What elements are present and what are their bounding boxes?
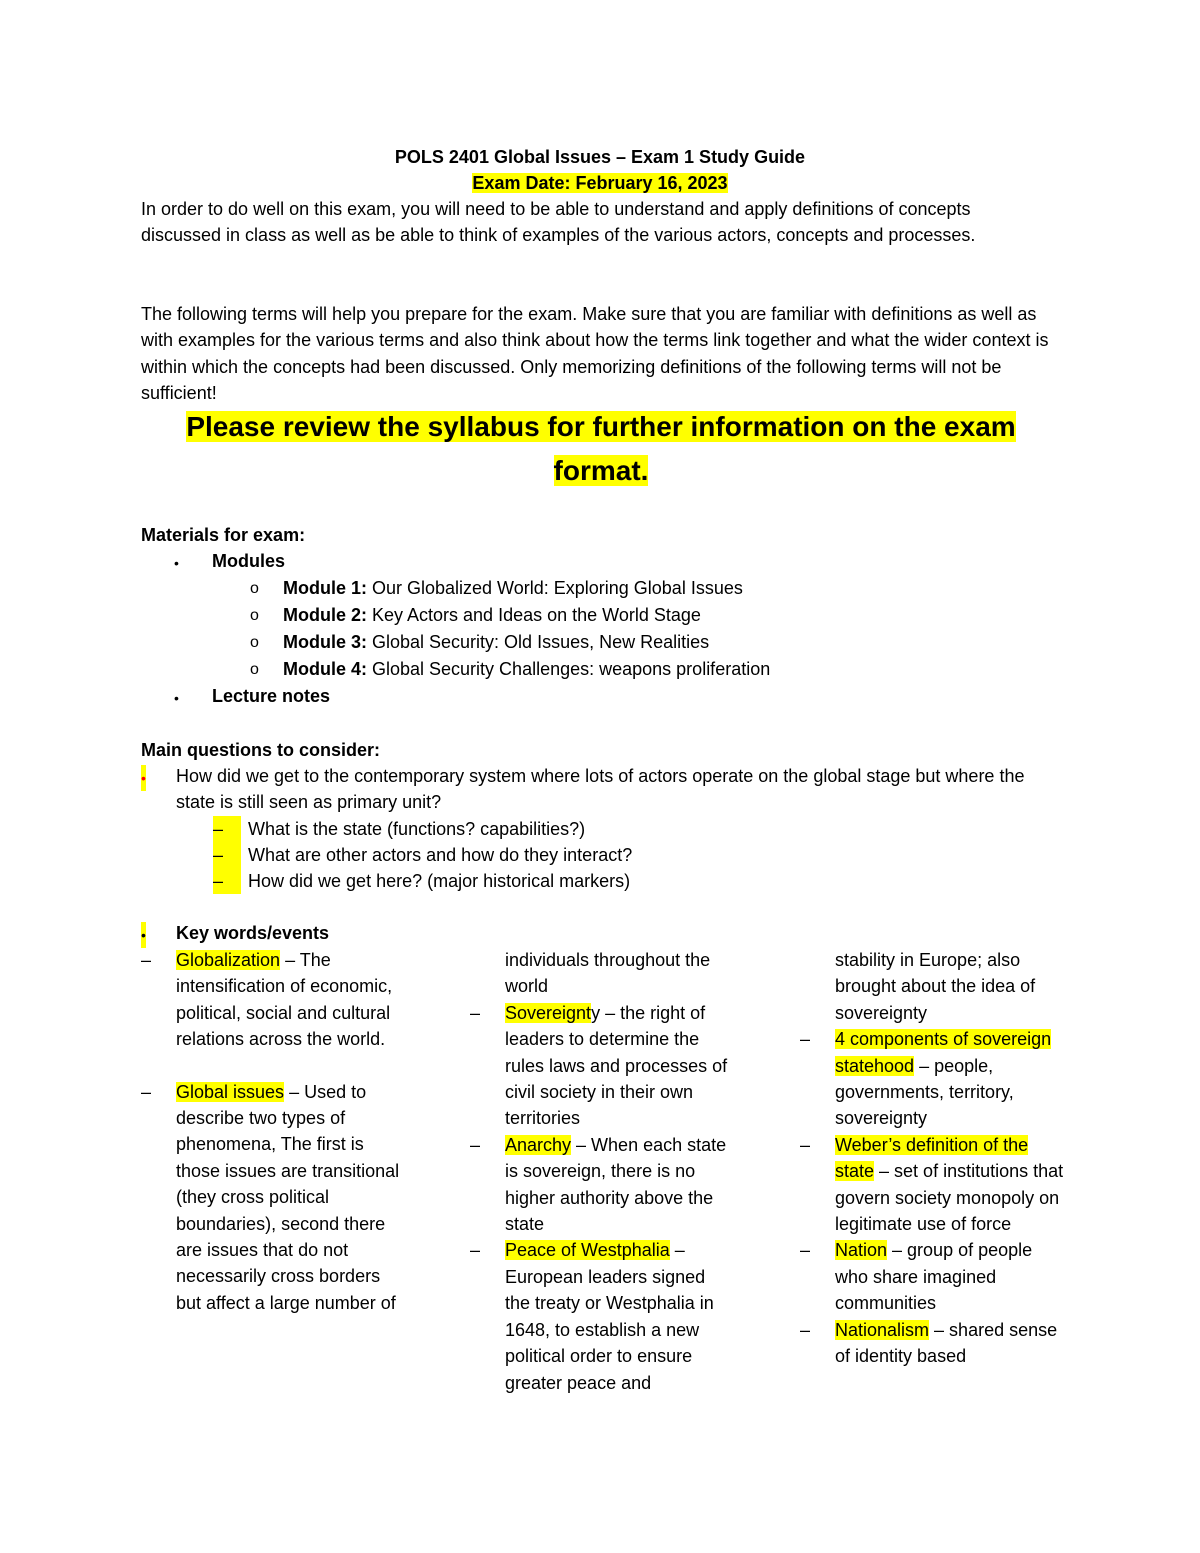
term-entry xyxy=(470,1237,735,1395)
term-name: Global issues xyxy=(176,1081,285,1102)
circle-bullet-icon: o xyxy=(250,580,259,597)
module-label: Module 1: xyxy=(283,578,367,598)
review-notice-text: Please review the syllabus for further information on the exam format. xyxy=(186,411,1016,486)
term-definition: – group of people who share imagined communities xyxy=(835,1240,1033,1314)
dash-icon: – xyxy=(213,868,241,894)
dash-icon: – xyxy=(800,1029,811,1050)
term-name: Globalization xyxy=(176,950,281,970)
module-item xyxy=(283,575,743,601)
key-words-label: Key words/events xyxy=(176,923,330,943)
dash-icon: – xyxy=(800,1319,811,1340)
module-item xyxy=(283,602,701,628)
document-title: POLS 2401 Global Issues – Exam 1 Study Guide xyxy=(394,147,806,167)
term-definition: – set of institutions that govern society monopoly on legitimate use of force xyxy=(835,1161,1064,1235)
dash-icon: – xyxy=(470,1240,481,1261)
term-entry xyxy=(800,1132,1065,1238)
term-definition: – When each state is sovereign, there is no higher authority above the state xyxy=(505,1134,727,1235)
dash-icon: – xyxy=(213,842,241,868)
circle-bullet-icon: o xyxy=(250,634,259,651)
module-item xyxy=(283,629,709,655)
module-text: Our Globalized World: Exploring Global Issues xyxy=(367,578,743,598)
intro-paragraph-1: In order to do well on this exam, you will need to be able to understand and apply definitions of concepts discussed in class as well as be able to think of examples of the various actors, concepts and processes. xyxy=(141,199,976,246)
main-questions-heading: Main questions to consider: xyxy=(141,740,381,760)
exam-date xyxy=(0,170,1200,196)
term-name: Anarchy xyxy=(505,1134,572,1155)
term-name: Weber’s definition of the state xyxy=(835,1134,1029,1182)
lecture-notes-label: Lecture notes xyxy=(212,686,331,706)
materials-heading: Materials for exam: xyxy=(141,525,306,545)
term-name: Peace of Westphalia xyxy=(505,1240,670,1261)
dash-icon: – xyxy=(470,1002,481,1023)
circle-bullet-icon: o xyxy=(250,607,259,624)
dash-icon: – xyxy=(141,950,152,970)
terms-column-2 xyxy=(470,947,735,1396)
term-definition: – people, governments, territory, sovereignty xyxy=(835,1055,1014,1129)
main-question: How did we get to the contemporary system where lots of actors operate on the global stage but where the state is still seen as primary unit? xyxy=(176,766,1025,813)
module-text: Key Actors and Ideas on the World Stage xyxy=(367,605,701,625)
terms-column-1 xyxy=(141,947,409,1316)
term-continuation: stability in Europe; also brought about the idea of sovereignty xyxy=(835,950,1036,1023)
modules-label: Modules xyxy=(212,551,286,571)
module-label: Module 2: xyxy=(283,605,367,625)
term-name-tail: y xyxy=(591,1002,601,1023)
module-label: Module 4: xyxy=(283,659,367,679)
term-name: 4 components of sovereign statehood xyxy=(835,1029,1052,1076)
term-entry xyxy=(800,1237,1065,1316)
term-entry xyxy=(470,1132,735,1238)
dash-icon: – xyxy=(470,1134,481,1155)
term-definition: – Used to describe two types of phenomena, The first is those issues are transitional (they cross political boundaries), second there are issues that do not necessarily cross borders but affect a large number of xyxy=(176,1081,400,1313)
term-definition: – the right of leaders to determine the rules laws and processes of civil society in their own territories xyxy=(505,1002,728,1129)
circle-bullet-icon: o xyxy=(250,661,259,678)
module-label: Module 3: xyxy=(283,632,367,652)
term-entry xyxy=(800,1317,1065,1370)
red-bullet-icon: • xyxy=(141,765,146,791)
term-name: Nationalism xyxy=(835,1319,930,1340)
bullet-icon: • xyxy=(174,690,179,706)
terms-column-3 xyxy=(800,947,1065,1370)
exam-date-text: Exam Date: February 16, 2023 xyxy=(472,173,728,193)
term-definition: – shared sense of identity based xyxy=(835,1319,1058,1367)
bullet-icon: • xyxy=(141,922,146,948)
dash-icon: – xyxy=(800,1134,811,1155)
term-entry xyxy=(470,1000,735,1132)
dash-icon: – xyxy=(141,1081,152,1102)
term-definition: – The intensification of economic, political, social and cultural relations across the world. xyxy=(176,950,393,1050)
dash-icon: – xyxy=(800,1240,811,1261)
term-entry xyxy=(800,1026,1065,1132)
term-entry xyxy=(141,947,409,1053)
term-name: Nation xyxy=(835,1240,888,1261)
review-notice xyxy=(141,405,1061,493)
bullet-icon: • xyxy=(174,555,179,571)
intro-paragraph-2: The following terms will help you prepare for the exam. Make sure that you are familiar with definitions as well as with examples for the various terms and also think about how the terms link together and what the wider context is within which the concepts had been discussed. Only memorizing definitions of the following terms will not be sufficient! xyxy=(141,304,1049,404)
sub-question: How did we get here? (major historical markers) xyxy=(248,871,631,891)
term-entry xyxy=(141,1079,409,1317)
term-definition: – European leaders signed the treaty or Westphalia in 1648, to establish a new political order to ensure greater peace and xyxy=(505,1240,714,1393)
sub-question: What are other actors and how do they interact? xyxy=(248,845,633,865)
term-name: Sovereignt xyxy=(505,1002,592,1023)
term-continuation: individuals throughout the world xyxy=(505,950,711,997)
sub-question: What is the state (functions? capabilities?) xyxy=(248,819,586,839)
module-item xyxy=(283,656,770,682)
module-text: Global Security Challenges: weapons proliferation xyxy=(367,659,771,679)
module-text: Global Security: Old Issues, New Realities xyxy=(367,632,710,652)
dash-icon: – xyxy=(213,816,241,842)
